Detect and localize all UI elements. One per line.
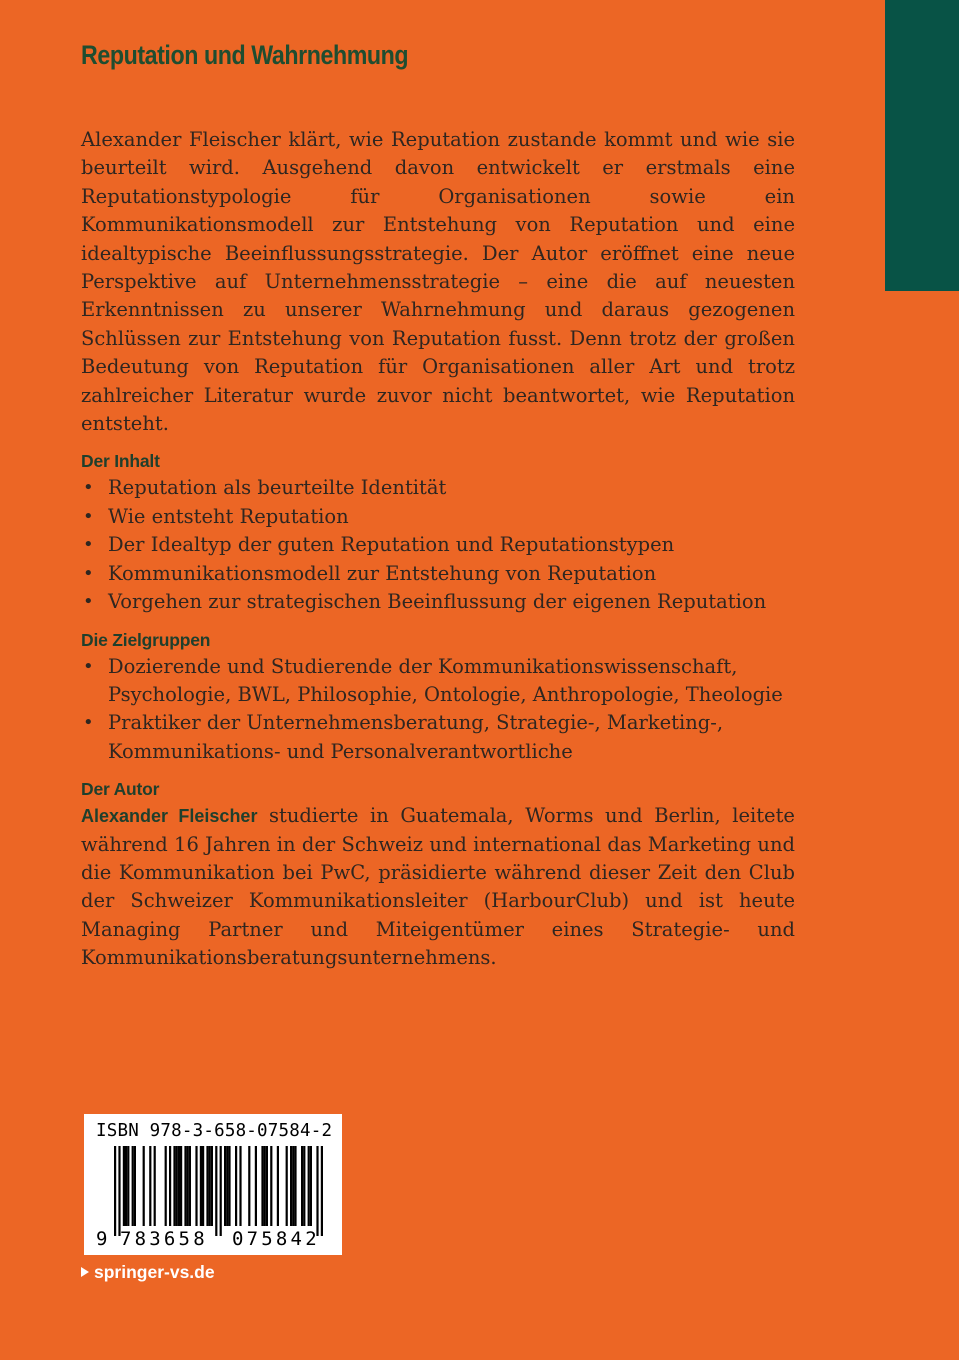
list-item: • Reputation als beurteilte Identität (81, 474, 795, 502)
barcode-bar (255, 1146, 257, 1226)
zielgruppen-list (81, 653, 795, 767)
barcode-bar (286, 1146, 288, 1226)
barcode-bar (224, 1146, 226, 1226)
barcode-bar (143, 1146, 145, 1226)
barcode-first-digit: 9 (96, 1228, 108, 1250)
list-item: • Kommunikationsmodell zur Entstehung von Reputation (81, 560, 795, 588)
barcode-bar (176, 1146, 178, 1226)
barcode-bar (292, 1146, 294, 1226)
page-title: Reputation und Wahrnehmung (81, 40, 409, 70)
barcode-bar (123, 1146, 125, 1226)
arrow-right-icon (81, 1267, 89, 1277)
barcode-right-digits: 075842 (232, 1228, 320, 1250)
main-content (81, 126, 795, 973)
green-spine-tab (885, 0, 959, 291)
list-item: • Der Idealtyp der guten Reputation und Reputationstypen (81, 531, 795, 559)
list-item: • Wie entsteht Reputation (81, 503, 795, 531)
barcode-bar (316, 1146, 318, 1236)
isbn-label: ISBN 978-3-658-07584-2 (96, 1121, 333, 1141)
author-bio-text: studierte in Guatemala, Worms und Berlin, leitete während 16 Jahren in der Schweiz und international das Marketing und die Kommunikation bei PwC, präsidierte während dieser Zeit den Club der Schweizer Kommunikationsleiter (HarbourClub) und ist heute Managing Partner und Miteigentümer eines Strategie- und Kommunikationsberatungsunternehmens. (81, 804, 795, 970)
barcode-bar (310, 1146, 312, 1226)
barcode-bar (125, 1146, 127, 1226)
barcode-bar (215, 1146, 217, 1236)
barcode-bar (261, 1146, 263, 1226)
website-text: springer-vs.de (94, 1262, 215, 1282)
barcode-bar (118, 1146, 120, 1236)
list-item: • Dozierende und Studierende der Kommunikationswissenschaft, Psychologie, BWL, Philosophie, Ontologie, Anthropologie, Theologie (81, 653, 795, 710)
author-bio (81, 802, 795, 972)
barcode-bar (189, 1146, 191, 1226)
barcode-bar (266, 1146, 268, 1226)
website-link[interactable] (81, 1262, 215, 1283)
barcode-bar (165, 1146, 167, 1226)
inhalt-list (81, 474, 795, 616)
barcode-bar (206, 1146, 208, 1226)
barcode-bar (149, 1146, 151, 1226)
barcode-bar (270, 1146, 272, 1226)
barcode-bar (127, 1146, 129, 1226)
barcode-bar (211, 1146, 213, 1226)
barcode-bar (308, 1146, 310, 1226)
autor-heading: Der Autor (81, 779, 160, 800)
barcode-bar (195, 1146, 197, 1226)
inhalt-heading: Der Inhalt (81, 451, 160, 472)
barcode-bar (226, 1146, 228, 1226)
barcode-bar (301, 1146, 303, 1226)
list-item: • Praktiker der Unternehmensberatung, Strategie-, Marketing-, Kommunikations- und Personalverantwortliche (81, 709, 795, 766)
barcode-left-digits: 783658 (120, 1228, 208, 1250)
intro-paragraph: Alexander Fleischer klärt, wie Reputation zustande kommt und wie sie beurteilt wird. Ausgehend davon entwickelt er erstmals eine Reputationstypologie für Organisationen sowie ein Kommunikationsmodell zur Entstehung von Reputation und eine idealtypische Beeinflussungsstrategie. Der Autor eröffnet eine neue Perspektive auf Unternehmensstrategie – eine die auf neuesten Erkenntnissen zu unserer Wahrnehmung und daraus gezogenen Schlüssen zur Entstehung von Reputation fusst. Denn trotz der großen Bedeutung von Reputation für Organisationen aller Art und trotz zahlreicher Literatur wurde zuvor nicht beantwortet, wie Reputation entsteht. (81, 128, 795, 436)
barcode-bar (235, 1146, 237, 1226)
barcode-bar (187, 1146, 189, 1226)
barcode-bar (321, 1146, 323, 1236)
barcode-bar (184, 1146, 186, 1226)
list-item: • Vorgehen zur strategischen Beeinflussung der eigenen Reputation (81, 588, 795, 616)
author-name: Alexander Fleischer (81, 806, 258, 827)
barcode-bar (264, 1146, 266, 1226)
barcode-bar (169, 1146, 171, 1226)
isbn-barcode (84, 1114, 342, 1255)
barcode-bar (239, 1146, 241, 1226)
barcode-bar (202, 1146, 204, 1226)
barcode-bar (173, 1146, 175, 1226)
zielgruppen-heading: Die Zielgruppen (81, 629, 211, 650)
barcode-bar (134, 1146, 136, 1226)
barcode-bar (114, 1146, 116, 1236)
barcode-bar (303, 1146, 305, 1226)
barcode-bar (290, 1146, 292, 1226)
barcode-bar (200, 1146, 202, 1226)
barcode-bar (277, 1146, 279, 1226)
barcode-bar (294, 1146, 296, 1226)
barcode-bar (178, 1146, 180, 1226)
barcode-bar (228, 1146, 230, 1226)
barcode-bar (209, 1146, 211, 1226)
barcode-bar (220, 1146, 222, 1236)
barcode-bar (180, 1146, 182, 1226)
barcode-bar (248, 1146, 250, 1226)
barcode-bar (132, 1146, 134, 1226)
barcode-bar (154, 1146, 156, 1226)
